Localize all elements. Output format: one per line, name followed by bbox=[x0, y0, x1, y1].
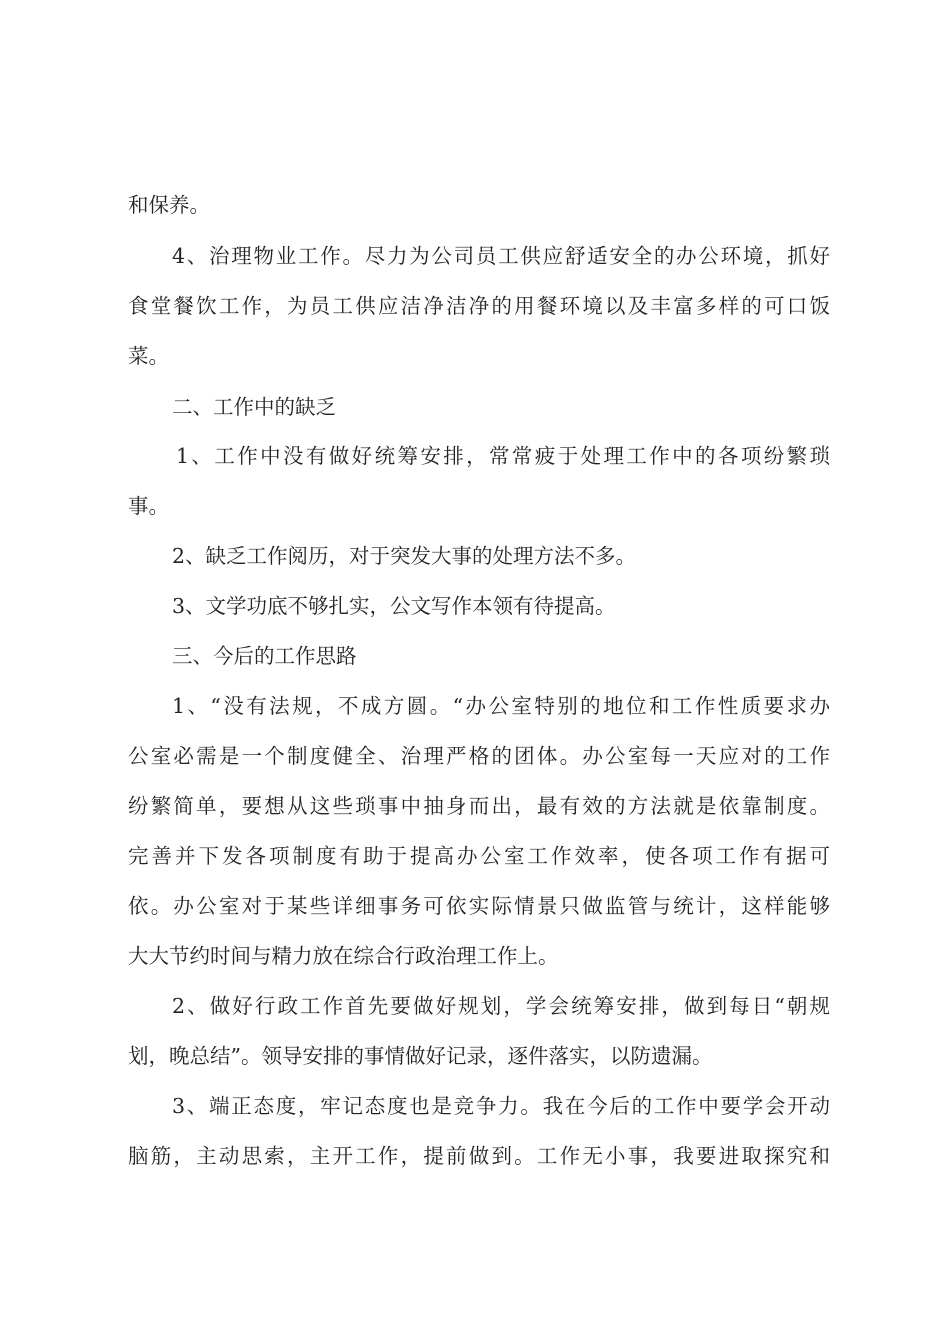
text-line: 食堂餐饮工作，为员工供应洁净洁净的用餐环境以及丰富多样的可口饭 bbox=[128, 294, 830, 318]
text-line: 脑筋，主动思索，主开工作，提前做到。工作无小事，我要进取探究和 bbox=[128, 1144, 830, 1168]
section-heading: 三、今后的工作思路 bbox=[172, 644, 357, 668]
text-line: 菜。 bbox=[128, 344, 169, 368]
text-line: 1、工作中没有做好统筹安排，常常疲于处理工作中的各项纷繁琐 bbox=[176, 444, 830, 468]
text-line: 2、缺乏工作阅历，对于突发大事的处理方法不多。 bbox=[172, 544, 637, 568]
text-line: 纷繁简单，要想从这些琐事中抽身而出，最有效的方法就是依靠制度。 bbox=[128, 794, 830, 818]
text-line: 事。 bbox=[128, 494, 169, 518]
text-line: 和保养。 bbox=[128, 193, 210, 217]
text-line: 划，晚总结”。领导安排的事情做好记录，逐件落实，以防遗漏。 bbox=[128, 1044, 713, 1068]
text-line: 3、端正态度，牢记态度也是竞争力。我在今后的工作中要学会开动 bbox=[172, 1094, 830, 1118]
section-heading: 二、工作中的缺乏 bbox=[172, 395, 336, 419]
text-line: 依。办公室对于某些详细事务可依实际情景只做监管与统计，这样能够 bbox=[128, 894, 830, 918]
text-line: 2、做好行政工作首先要做好规划，学会统筹安排，做到每日“朝规 bbox=[172, 994, 830, 1018]
text-line: 大大节约时间与精力放在综合行政治理工作上。 bbox=[128, 944, 559, 968]
text-line: 4、治理物业工作。尽力为公司员工供应舒适安全的办公环境，抓好 bbox=[172, 244, 830, 268]
text-line: 1、“没有法规，不成方圆。“办公室特别的地位和工作性质要求办 bbox=[172, 694, 830, 718]
text-line: 3、文学功底不够扎实，公文写作本领有待提高。 bbox=[172, 594, 616, 618]
text-line: 完善并下发各项制度有助于提高办公室工作效率，使各项工作有据可 bbox=[128, 844, 830, 868]
text-line: 公室必需是一个制度健全、治理严格的团体。办公室每一天应对的工作 bbox=[128, 744, 830, 768]
